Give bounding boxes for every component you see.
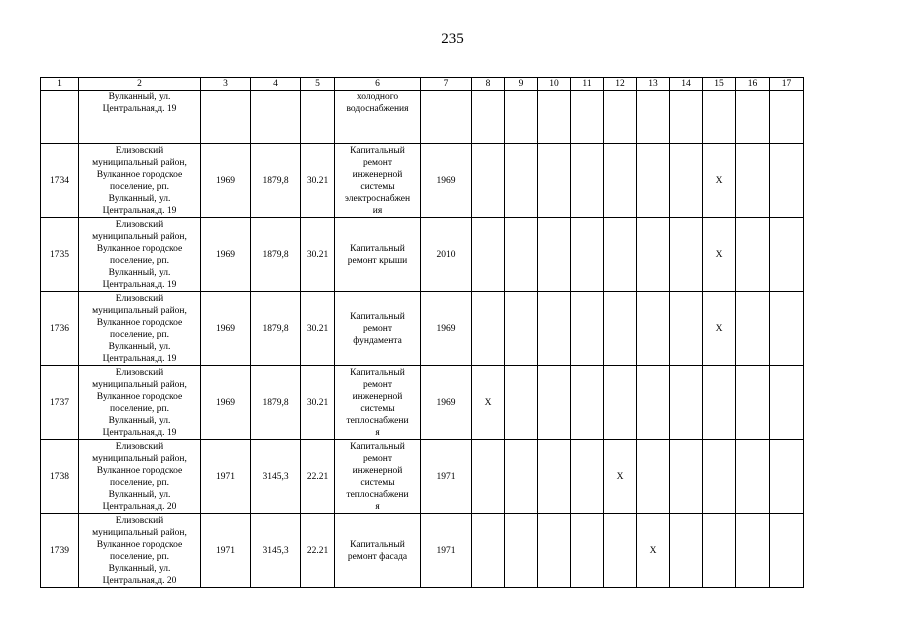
cell-mark bbox=[571, 292, 604, 366]
page-number: 235 bbox=[441, 31, 464, 47]
cell-mark: X bbox=[472, 366, 505, 440]
cell-mark bbox=[670, 440, 703, 514]
continuation-row bbox=[41, 91, 804, 144]
cell-address: Елизовский муниципальный район, Вулканное городское поселение, рп. Вулканный, ул. Центральная,д. 20 bbox=[79, 440, 201, 514]
cell-mark bbox=[670, 366, 703, 440]
cell-mark bbox=[538, 91, 571, 144]
cell-work: Капитальный ремонт инженерной системы теплоснабжени я bbox=[335, 440, 421, 514]
cell-address: Елизовский муниципальный район, Вулканное городское поселение, рп. Вулканный, ул. Центральная,д. 19 bbox=[79, 366, 201, 440]
cell-mark: X bbox=[703, 218, 736, 292]
cell-mark bbox=[670, 292, 703, 366]
cell-mark bbox=[538, 366, 571, 440]
cell-num: 1739 bbox=[41, 514, 79, 588]
cell-mark bbox=[571, 144, 604, 218]
header-cell: 14 bbox=[670, 78, 703, 91]
header-cell: 9 bbox=[505, 78, 538, 91]
cell-mark bbox=[703, 91, 736, 144]
cell-mark bbox=[770, 91, 804, 144]
cell-area: 1879,8 bbox=[251, 218, 301, 292]
cell-address: Елизовский муниципальный район, Вулканное городское поселение, рп. Вулканный, ул. Центральная,д. 19 bbox=[79, 292, 201, 366]
cell-code bbox=[301, 91, 335, 144]
cell-area: 3145,3 bbox=[251, 440, 301, 514]
cell-area: 1879,8 bbox=[251, 366, 301, 440]
cell-mark bbox=[637, 218, 670, 292]
cell-mark bbox=[736, 218, 770, 292]
cell-year-built: 1969 bbox=[201, 144, 251, 218]
header-cell: 12 bbox=[604, 78, 637, 91]
cell-code: 30.21 bbox=[301, 366, 335, 440]
header-cell: 5 bbox=[301, 78, 335, 91]
cell-area bbox=[251, 91, 301, 144]
header-row bbox=[41, 78, 804, 91]
cell-num: 1736 bbox=[41, 292, 79, 366]
cell-mark bbox=[571, 440, 604, 514]
cell-mark bbox=[505, 218, 538, 292]
cell-mark bbox=[571, 514, 604, 588]
cell-year: 1971 bbox=[421, 514, 472, 588]
cell-mark bbox=[637, 144, 670, 218]
header-cell: 16 bbox=[736, 78, 770, 91]
table-row bbox=[41, 514, 804, 588]
cell-mark bbox=[604, 218, 637, 292]
cell-area: 3145,3 bbox=[251, 514, 301, 588]
table-row bbox=[41, 440, 804, 514]
cell-mark bbox=[770, 292, 804, 366]
cell-mark bbox=[604, 292, 637, 366]
cell-area: 1879,8 bbox=[251, 144, 301, 218]
cell-mark bbox=[604, 366, 637, 440]
cell-num: 1737 bbox=[41, 366, 79, 440]
cell-work: Капитальный ремонт фасада bbox=[335, 514, 421, 588]
cell-mark bbox=[736, 292, 770, 366]
cell-mark bbox=[538, 144, 571, 218]
header-cell: 17 bbox=[770, 78, 804, 91]
cell-mark bbox=[505, 91, 538, 144]
header-cell: 2 bbox=[79, 78, 201, 91]
cell-year: 1969 bbox=[421, 292, 472, 366]
cell-address: Вулканный, ул. Центральная,д. 19 bbox=[79, 91, 201, 144]
header-cell: 11 bbox=[571, 78, 604, 91]
cell-address: Елизовский муниципальный район, Вулканное городское поселение, рп. Вулканный, ул. Центральная,д. 20 bbox=[79, 514, 201, 588]
cell-code: 30.21 bbox=[301, 292, 335, 366]
cell-mark bbox=[703, 514, 736, 588]
cell-mark bbox=[703, 440, 736, 514]
cell-year-built: 1971 bbox=[201, 514, 251, 588]
cell-year bbox=[421, 91, 472, 144]
cell-mark bbox=[505, 366, 538, 440]
cell-mark bbox=[670, 144, 703, 218]
cell-area: 1879,8 bbox=[251, 292, 301, 366]
cell-mark bbox=[472, 218, 505, 292]
cell-mark: X bbox=[604, 440, 637, 514]
cell-mark: X bbox=[703, 292, 736, 366]
cell-year: 1969 bbox=[421, 144, 472, 218]
header-cell: 7 bbox=[421, 78, 472, 91]
cell-mark bbox=[538, 440, 571, 514]
table-body bbox=[41, 78, 804, 588]
cell-mark bbox=[571, 91, 604, 144]
cell-mark bbox=[770, 514, 804, 588]
cell-year-built bbox=[201, 91, 251, 144]
cell-mark bbox=[770, 366, 804, 440]
cell-mark bbox=[736, 91, 770, 144]
cell-mark bbox=[637, 292, 670, 366]
cell-year-built: 1971 bbox=[201, 440, 251, 514]
cell-mark bbox=[472, 91, 505, 144]
header-cell: 6 bbox=[335, 78, 421, 91]
cell-num: 1735 bbox=[41, 218, 79, 292]
cell-mark: X bbox=[703, 144, 736, 218]
register-table bbox=[40, 77, 804, 588]
cell-mark bbox=[571, 366, 604, 440]
table-row bbox=[41, 144, 804, 218]
cell-work: Капитальный ремонт инженерной системы теплоснабжени я bbox=[335, 366, 421, 440]
cell-mark bbox=[472, 292, 505, 366]
cell-mark bbox=[472, 514, 505, 588]
cell-mark bbox=[670, 91, 703, 144]
table-row bbox=[41, 218, 804, 292]
cell-address: Елизовский муниципальный район, Вулканное городское поселение, рп. Вулканный, ул. Центральная,д. 19 bbox=[79, 144, 201, 218]
cell-mark bbox=[736, 440, 770, 514]
cell-mark: X bbox=[637, 514, 670, 588]
cell-num bbox=[41, 91, 79, 144]
cell-mark bbox=[736, 144, 770, 218]
table-row bbox=[41, 292, 804, 366]
cell-num: 1734 bbox=[41, 144, 79, 218]
cell-mark bbox=[604, 144, 637, 218]
header-cell: 8 bbox=[472, 78, 505, 91]
cell-num: 1738 bbox=[41, 440, 79, 514]
header-cell: 1 bbox=[41, 78, 79, 91]
cell-year-built: 1969 bbox=[201, 218, 251, 292]
cell-year-built: 1969 bbox=[201, 366, 251, 440]
cell-mark bbox=[505, 514, 538, 588]
table-row bbox=[41, 366, 804, 440]
cell-mark bbox=[637, 440, 670, 514]
cell-code: 30.21 bbox=[301, 144, 335, 218]
cell-mark bbox=[637, 366, 670, 440]
header-cell: 4 bbox=[251, 78, 301, 91]
header-cell: 13 bbox=[637, 78, 670, 91]
cell-mark bbox=[604, 91, 637, 144]
cell-code: 30.21 bbox=[301, 218, 335, 292]
cell-year: 2010 bbox=[421, 218, 472, 292]
header-cell: 15 bbox=[703, 78, 736, 91]
cell-mark bbox=[538, 514, 571, 588]
cell-code: 22.21 bbox=[301, 440, 335, 514]
cell-mark bbox=[538, 292, 571, 366]
cell-mark bbox=[472, 440, 505, 514]
cell-address: Елизовский муниципальный район, Вулканное городское поселение, рп. Вулканный, ул. Центральная,д. 19 bbox=[79, 218, 201, 292]
cell-mark bbox=[736, 366, 770, 440]
cell-year-built: 1969 bbox=[201, 292, 251, 366]
cell-mark bbox=[538, 218, 571, 292]
cell-work: холодного водоснабжения bbox=[335, 91, 421, 144]
cell-mark bbox=[505, 144, 538, 218]
cell-mark bbox=[571, 218, 604, 292]
header-cell: 10 bbox=[538, 78, 571, 91]
cell-mark bbox=[637, 91, 670, 144]
cell-mark bbox=[505, 292, 538, 366]
cell-mark bbox=[703, 366, 736, 440]
cell-work: Капитальный ремонт инженерной системы электроснабжен ия bbox=[335, 144, 421, 218]
cell-mark bbox=[770, 218, 804, 292]
cell-mark bbox=[472, 144, 505, 218]
cell-mark bbox=[670, 514, 703, 588]
cell-code: 22.21 bbox=[301, 514, 335, 588]
header-cell: 3 bbox=[201, 78, 251, 91]
cell-year: 1971 bbox=[421, 440, 472, 514]
cell-mark bbox=[736, 514, 770, 588]
cell-mark bbox=[604, 514, 637, 588]
cell-mark bbox=[505, 440, 538, 514]
cell-work: Капитальный ремонт фундамента bbox=[335, 292, 421, 366]
cell-mark bbox=[770, 440, 804, 514]
cell-work: Капитальный ремонт крыши bbox=[335, 218, 421, 292]
cell-mark bbox=[670, 218, 703, 292]
cell-mark bbox=[770, 144, 804, 218]
cell-year: 1969 bbox=[421, 366, 472, 440]
